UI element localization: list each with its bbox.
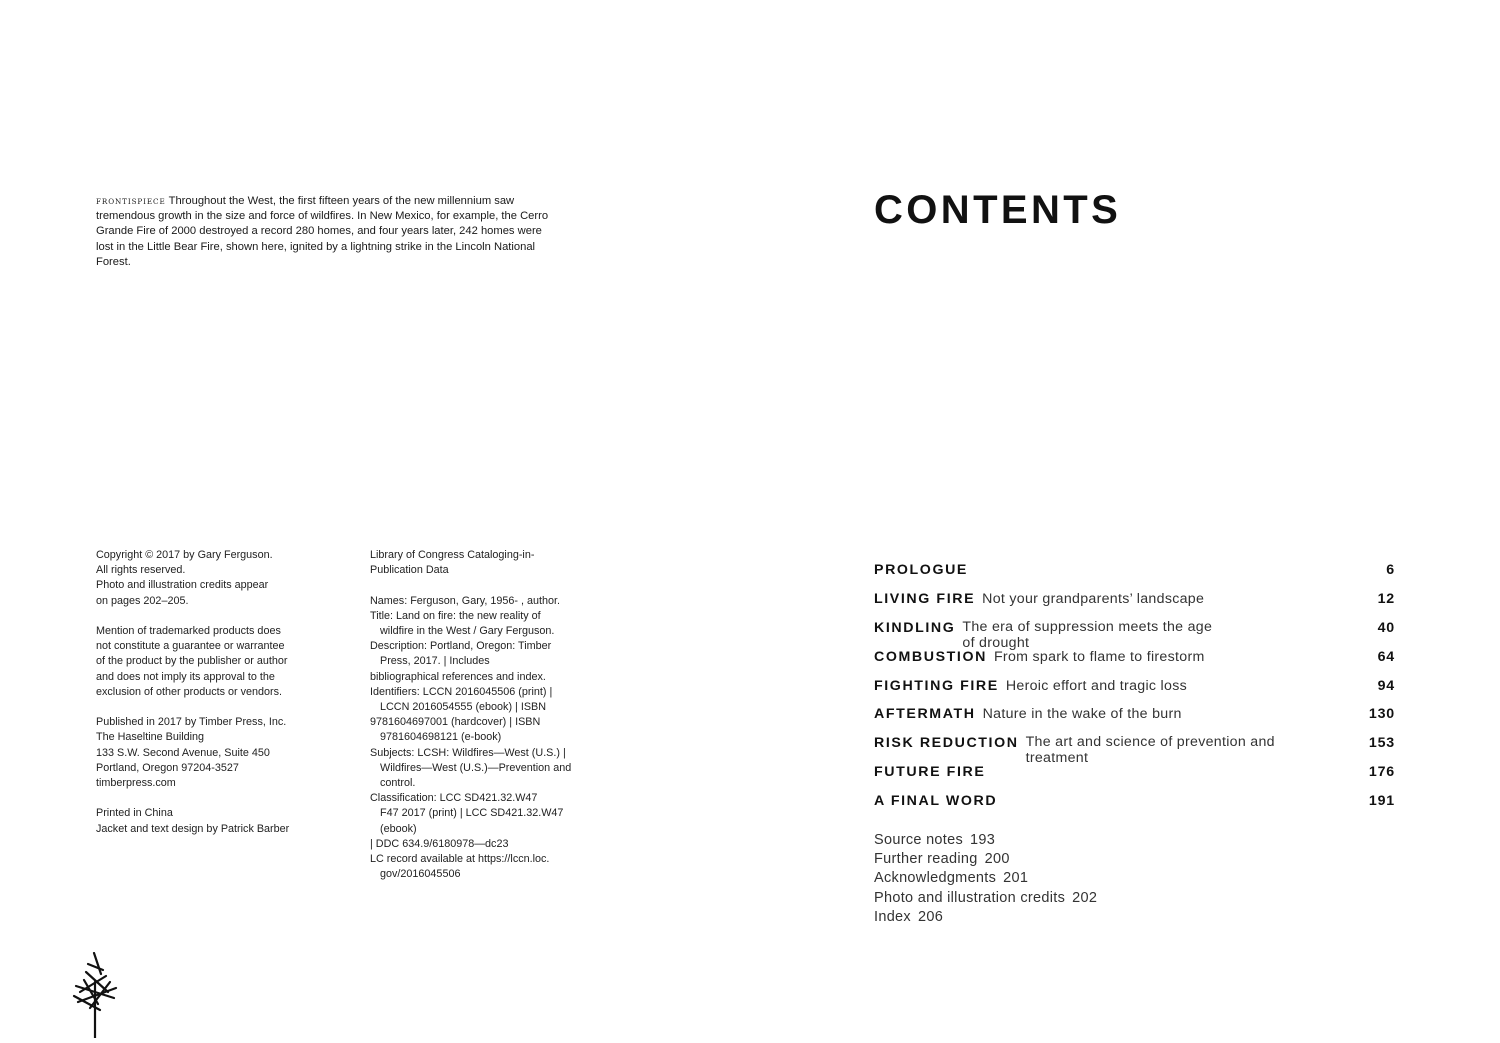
cip-line: LCCN 2016054555 (ebook) | ISBN	[380, 701, 547, 714]
cip-line: LC record available at https://lccn.loc.	[370, 853, 550, 866]
toc-entry-title: FUTURE FIRE	[874, 764, 986, 781]
cip-line: | DDC 634.9/6180978—dc23	[370, 837, 509, 850]
back-matter-list	[874, 831, 1097, 927]
toc-entry-page: 12	[1377, 590, 1395, 607]
copyright-spacer	[96, 700, 336, 715]
toc-entry[interactable]	[874, 590, 1395, 619]
copyright-line: on pages 202–205.	[96, 594, 189, 607]
toc-entry-page: 130	[1368, 706, 1395, 723]
copyright-line: Published in 2017 by Timber Press, Inc.	[96, 716, 287, 729]
cip-line: Names: Ferguson, Gary, 1956- , author.	[370, 594, 561, 607]
frontispiece-caption	[96, 194, 556, 270]
copyright-spacer	[96, 791, 336, 806]
frontispiece-text: Throughout the West, the first fifteen years of the new millennium saw tremendous growth in the size and force of wildfires. In New Mexico, for example, the Cerro Grande Fire of 2000 destroyed a record 280 homes, and four years later, 242 homes were lost in the Little Bear Fire, shown here, ignited by a lightning strike in the Lincoln National Forest.	[96, 195, 549, 268]
toc-entry-subtitle: The art and science of prevention and treatment	[1025, 734, 1275, 767]
back-matter-page: 202	[1072, 889, 1098, 906]
cip-block	[370, 548, 605, 882]
toc-entry[interactable]	[874, 763, 1395, 792]
copyright-line: timberpress.com	[96, 777, 176, 790]
copyright-spacer	[96, 609, 336, 624]
cip-line: Description: Portland, Oregon: Timber	[370, 640, 552, 653]
contents-title: CONTENTS	[874, 188, 1122, 232]
contents-list	[874, 561, 1395, 821]
copyright-line: Printed in China	[96, 807, 173, 820]
toc-entry-title: AFTERMATH	[874, 706, 976, 723]
copyright-line: All rights reserved.	[96, 564, 186, 577]
back-matter-page: 193	[970, 832, 996, 848]
back-matter-title: Index	[874, 908, 911, 925]
copyright-line: Mention of trademarked products does	[96, 625, 281, 637]
toc-entry-title: COMBUSTION	[874, 648, 987, 665]
cip-line: 9781604697001 (hardcover) | ISBN	[370, 716, 541, 729]
cip-line: F47 2017 (print) | LCC SD421.32.W47	[380, 807, 564, 820]
back-matter-title: Further reading	[874, 851, 978, 868]
toc-entry-page: 40	[1377, 619, 1395, 636]
toc-entry-subtitle: From spark to flame to firestorm	[993, 648, 1205, 665]
copyright-line: Portland, Oregon 97204-3527	[96, 761, 239, 774]
toc-entry[interactable]	[874, 648, 1395, 677]
toc-entry-page: 153	[1368, 735, 1395, 752]
back-matter-item[interactable]	[874, 831, 1097, 850]
cip-spacer	[370, 578, 605, 593]
toc-entry[interactable]	[874, 561, 1395, 590]
copyright-line: exclusion of other products or vendors.	[96, 685, 283, 698]
toc-entry-page: 94	[1377, 677, 1395, 694]
toc-entry-title: KINDLING	[874, 619, 956, 636]
toc-entry-title: LIVING FIRE	[874, 590, 976, 607]
toc-entry-page: 191	[1368, 793, 1395, 810]
toc-entry[interactable]	[874, 792, 1395, 821]
cip-line: Publication Data	[370, 564, 449, 577]
back-matter-item[interactable]	[874, 908, 1097, 927]
cip-line: Press, 2017. | Includes	[380, 655, 490, 668]
cip-line: 9781604698121 (e-book)	[380, 731, 502, 744]
toc-entry[interactable]	[874, 618, 1395, 651]
toc-entry-subtitle: Heroic effort and tragic loss	[1005, 677, 1187, 694]
cip-line: (ebook)	[380, 822, 417, 835]
copyright-line: Copyright © 2017 by Gary Ferguson.	[96, 549, 273, 561]
copyright-block	[96, 548, 336, 837]
cip-line: bibliographical references and index.	[370, 670, 546, 683]
copyright-line: Photo and illustration credits appear	[96, 579, 269, 592]
back-matter-title: Photo and illustration credits	[874, 889, 1066, 906]
back-matter-title: Source notes	[874, 832, 964, 848]
back-matter-item[interactable]	[874, 850, 1097, 869]
toc-entry-title: FIGHTING FIRE	[874, 677, 999, 694]
toc-entry-page: 176	[1368, 764, 1395, 781]
back-matter-page: 201	[1003, 870, 1029, 887]
copyright-line: The Haseltine Building	[96, 731, 205, 744]
cip-line: Title: Land on fire: the new reality of	[370, 609, 541, 622]
toc-entry[interactable]	[874, 677, 1395, 706]
copyright-line: Jacket and text design by Patrick Barber	[96, 822, 290, 835]
back-matter-page: 206	[917, 908, 944, 925]
frontispiece-label: FRONTISPIECE	[96, 197, 166, 206]
toc-entry-subtitle: The era of suppression meets the age of drought	[962, 618, 1213, 651]
back-matter-title: Acknowledgments	[874, 870, 997, 887]
cip-line: Wildfires—West (U.S.)—Prevention and	[380, 761, 572, 774]
toc-entry-subtitle: Not your grandparents’ landscape	[982, 590, 1205, 607]
back-matter-item[interactable]	[874, 869, 1097, 888]
toc-entry-title: PROLOGUE	[874, 562, 968, 578]
cip-line: gov/2016045506	[380, 868, 461, 881]
toc-entry-title: A FINAL WORD	[874, 793, 998, 810]
toc-entry-title: RISK REDUCTION	[874, 735, 1019, 752]
copyright-line: and does not imply its approval to the	[96, 670, 275, 683]
back-matter-item[interactable]	[874, 889, 1097, 908]
toc-entry-page: 6	[1386, 562, 1395, 578]
cip-line: Classification: LCC SD421.32.W47	[370, 792, 538, 805]
cip-line: Subjects: LCSH: Wildfires—West (U.S.) |	[370, 746, 566, 759]
toc-entry-page: 64	[1377, 648, 1395, 665]
cip-line: Identifiers: LCCN 2016045506 (print) |	[370, 685, 553, 698]
copyright-line: not constitute a guarantee or warrantee	[96, 640, 285, 653]
copyright-line: of the product by the publisher or author	[96, 655, 288, 668]
fire-tree-icon	[70, 952, 122, 1043]
copyright-line: 133 S.W. Second Avenue, Suite 450	[96, 746, 270, 759]
toc-entry[interactable]	[874, 705, 1395, 734]
back-matter-page: 200	[984, 851, 1010, 868]
cip-line: Library of Congress Cataloging-in-	[370, 549, 535, 561]
toc-entry-subtitle: Nature in the wake of the burn	[982, 706, 1182, 723]
toc-entry[interactable]	[874, 734, 1395, 767]
cip-line: control.	[380, 777, 416, 790]
cip-line: wildfire in the West / Gary Ferguson.	[380, 625, 555, 637]
